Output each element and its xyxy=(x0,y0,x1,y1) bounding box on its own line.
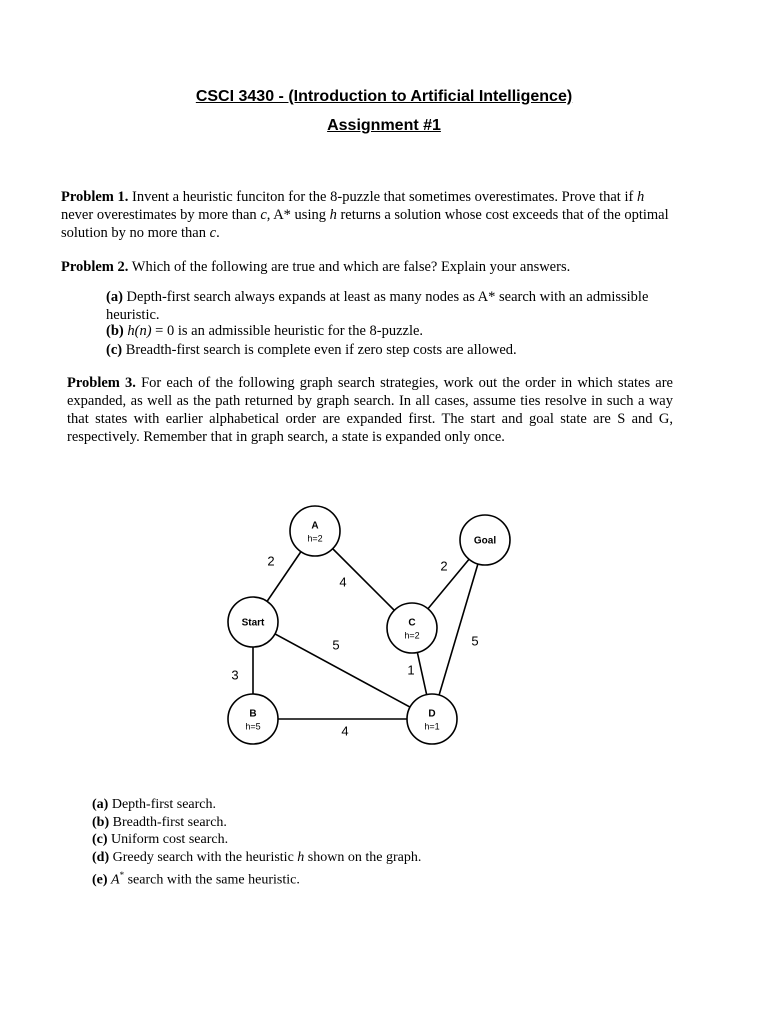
problem-1-text: , A* using xyxy=(266,207,330,223)
item-label: (d) xyxy=(92,850,110,866)
node-c xyxy=(387,603,437,653)
item-label: (a) xyxy=(92,797,109,812)
edge-cost-label: 4 xyxy=(341,723,349,739)
item-text: Uniform cost search. xyxy=(107,832,229,848)
assignment-title: Assignment #1 xyxy=(327,117,441,134)
node-b xyxy=(228,694,278,744)
item-label: (a) xyxy=(106,289,123,305)
node-heuristic-label: h=2 xyxy=(307,533,323,544)
item-label: (b) xyxy=(106,323,124,339)
item-text: shown on the graph. xyxy=(304,850,422,866)
problem-1-text: Invent a heuristic funciton for the 8-puzzle that sometimes overestimates. Prove that if xyxy=(128,189,637,205)
node-label: Goal xyxy=(473,535,497,547)
graph-edges xyxy=(253,531,485,719)
edge-cost-label: 2 xyxy=(440,558,448,574)
node-label: C xyxy=(408,617,416,629)
item-label: (c) xyxy=(106,342,123,358)
item-astar-sup: * xyxy=(119,869,125,880)
problem-1-label: Problem 1. xyxy=(61,189,129,205)
strategy-a xyxy=(92,796,592,814)
node-goal xyxy=(460,515,510,565)
strategy-e xyxy=(92,867,592,889)
node-start xyxy=(228,597,278,647)
graph-nodes xyxy=(228,506,510,744)
problem-1-c: c xyxy=(209,225,217,241)
node-label: A xyxy=(311,520,319,532)
node-d xyxy=(407,694,457,744)
strategy-d xyxy=(92,849,592,867)
strategy-b xyxy=(92,814,592,832)
strategy-c xyxy=(92,831,592,849)
problem-1-c: c xyxy=(260,207,267,223)
item-text: Depth-first search always expands at least as many nodes as A* search with an admissible heuristic. xyxy=(106,289,649,323)
item-text: Depth-first search. xyxy=(108,797,217,812)
edge-cost-label: 5 xyxy=(471,633,479,649)
item-h: h xyxy=(297,850,305,866)
problem-3-text: For each of the following graph search strategies, work out the order in which states are expanded, as well as the path returned by graph search. In all cases, assume ties resolve in such a way that states with earlier alphabetical order are expanded first. The start and goal state are S and G, respectively. Remember that in graph search, a state is expanded only once. xyxy=(67,375,673,445)
edge-cost-label: 1 xyxy=(407,662,415,678)
edge-cost-label: 4 xyxy=(339,574,347,590)
item-expr: h(n) xyxy=(127,323,152,339)
item-astar: A xyxy=(111,872,120,888)
course-title: CSCI 3430 - (Introduction to Artificial Intelligence) xyxy=(195,88,573,105)
problem-2-label: Problem 2. xyxy=(61,259,129,275)
edge-cost-label: 2 xyxy=(267,553,275,569)
item-text: Breadth-first search. xyxy=(109,814,227,830)
node-heuristic-label: h=1 xyxy=(424,721,440,732)
strategies-list xyxy=(92,796,592,889)
edge-cost-label: 5 xyxy=(332,637,340,653)
problem-1-h: h xyxy=(329,207,337,223)
problem-1-text: never overestimates by more than xyxy=(61,207,261,223)
node-heuristic-label: h=5 xyxy=(245,721,261,732)
problem-3-label: Problem 3. xyxy=(67,375,136,391)
node-label: D xyxy=(428,708,436,720)
edge-cost-label: 3 xyxy=(231,667,239,683)
item-text: search with the same heuristic. xyxy=(124,872,300,888)
item-label: (c) xyxy=(92,832,108,848)
node-heuristic-label: h=2 xyxy=(404,630,420,641)
problem-1-text: returns a solution whose cost exceeds that of the optimal solution by no more than xyxy=(61,207,669,241)
problem-2-text: Which of the following are true and which are false? Explain your answers. xyxy=(128,259,571,275)
item-text: = 0 is an admissible heuristic for the 8-puzzle. xyxy=(151,323,424,339)
item-label: (b) xyxy=(92,814,110,830)
node-a xyxy=(290,506,340,556)
node-label: B xyxy=(249,708,257,720)
problem-1-text: . xyxy=(216,225,220,241)
problem-1-h: h xyxy=(636,189,645,205)
item-text: Breadth-first search is complete even if zero step costs are allowed. xyxy=(122,342,517,358)
item-label: (e) xyxy=(92,872,108,888)
node-label: Start xyxy=(241,617,265,629)
item-text: Greedy search with the heuristic xyxy=(109,850,298,866)
